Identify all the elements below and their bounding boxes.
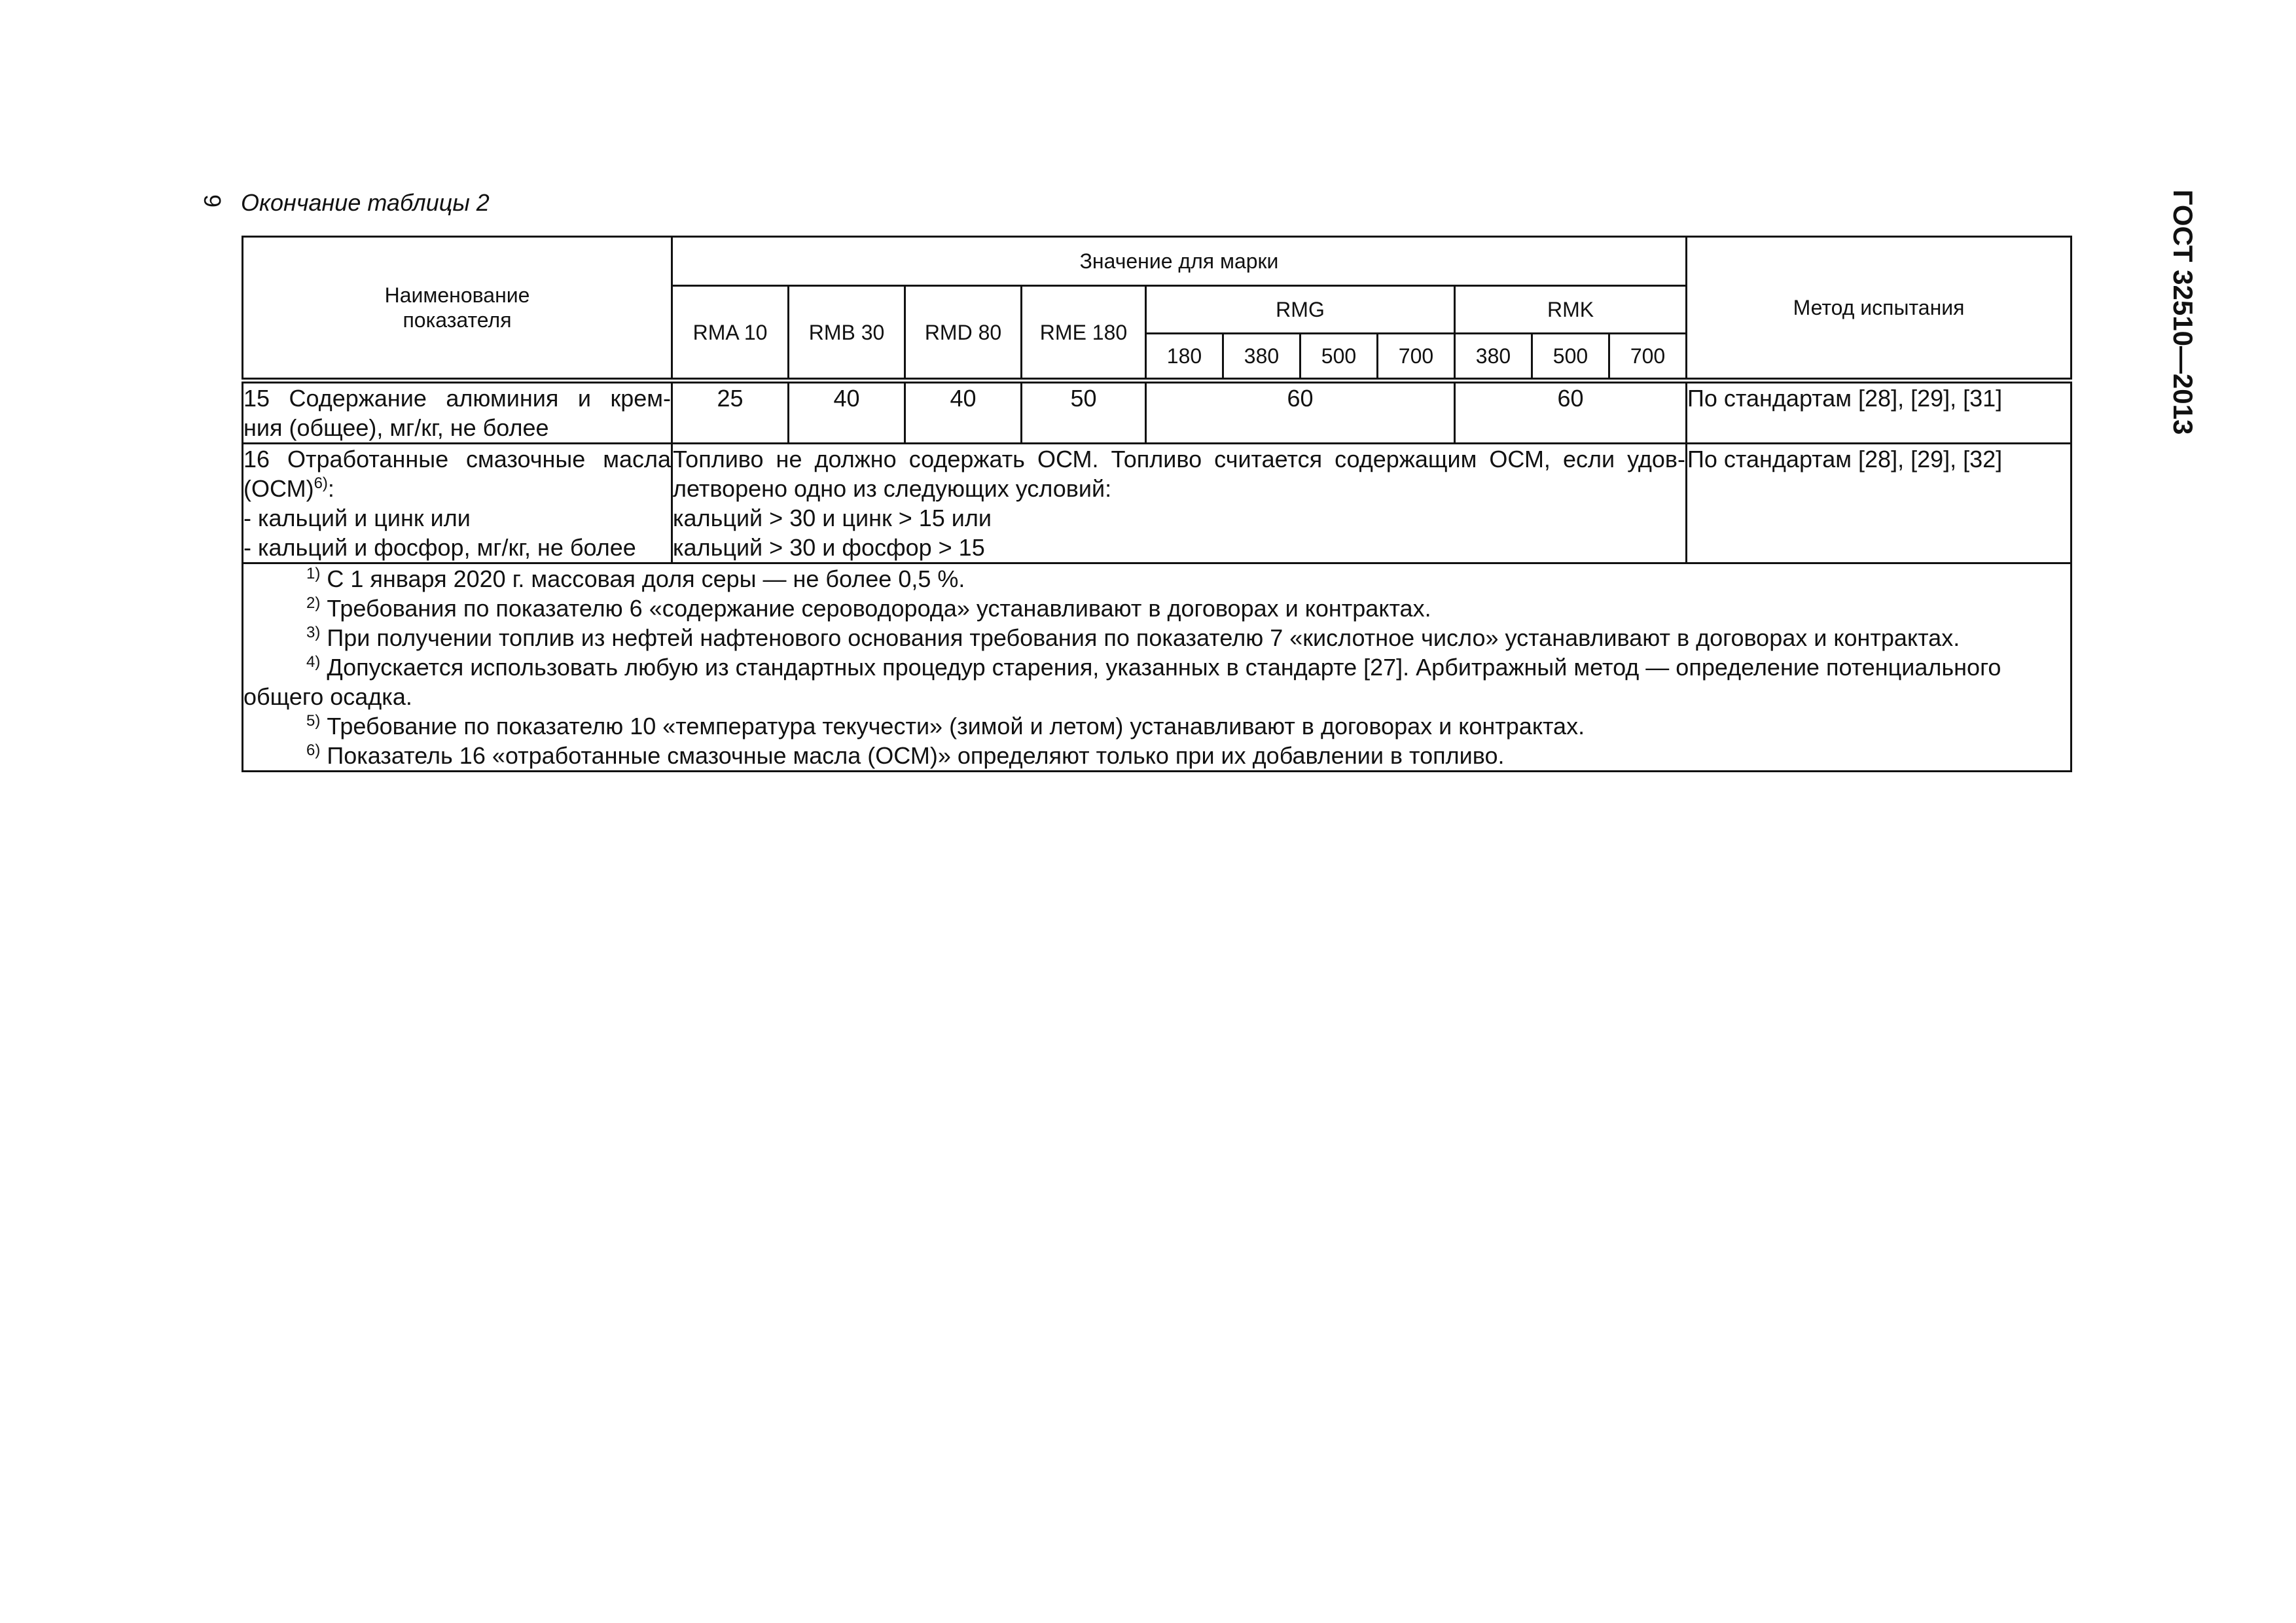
header-value-for-grade: Значение для марки [672,237,1687,286]
footnote-2 [243,594,2070,623]
row-15-name-line-2: ния (общее), мг/кг, не более [243,414,549,441]
footnote-4-text: Допускается использовать любую из стандартных процедур старения, указанных в стандарте [27]. Арбитражный метод — определение потенциального общего осадка. [243,654,2001,710]
footnote-6 [243,741,2070,770]
row-16-condition-line-4: кальций > 30 и фосфор > 15 [673,534,985,561]
header-grade-rmk: RMK [1455,286,1687,334]
footnote-6-mark: 6) [306,741,321,759]
header-rmk-500: 500 [1532,334,1609,381]
row-16-method: По стандартам [28], [29], [32] [1687,444,2072,563]
header-rmg-700: 700 [1378,334,1455,381]
row-16-footnote-ref: 6) [314,474,328,492]
row-16-condition-line-3: кальций > 30 и цинк > 15 или [673,505,992,531]
footnote-1 [243,564,2070,594]
row-16-condition [672,444,1687,563]
footnotes [243,563,2072,772]
footnote-6-text: Показатель 16 «отработанные смазочные масла (ОСМ)» определяют только при их добавлении в топливо. [320,742,1505,769]
footnote-5 [243,711,2070,741]
document-id: ГОСТ 32510—2013 [2168,189,2198,435]
footnote-3-mark: 3) [306,624,321,641]
footnote-4 [243,652,2070,711]
row-16-name-line-3: - кальций и цинк или [243,505,471,531]
row-15-rmg: 60 [1146,381,1455,444]
header-grade-rma10: RMA 10 [672,286,789,381]
footnote-2-text: Требования по показателю 6 «содержание сероводорода» устанавливают в договорах и контрактах. [320,595,1431,622]
header-rmk-380: 380 [1455,334,1532,381]
footnote-2-mark: 2) [306,594,321,612]
header-rmk-700: 700 [1609,334,1687,381]
header-rmg-380: 380 [1223,334,1300,381]
row-15-rma10: 25 [672,381,789,444]
footnote-1-mark: 1) [306,565,321,582]
spec-table [242,236,2072,772]
row-15-name-line-1: 15 Содержание алюминия и крем- [243,385,671,412]
row-16-name-line-1: 16 Отработанные смазочные масла [243,446,671,473]
header-grade-rme180: RME 180 [1022,286,1146,381]
header-method: Метод испытания [1687,237,2072,381]
row-16-condition-line-1: Топливо не должно содержать ОСМ. Топливо считается содержащим ОСМ, если удов- [673,446,1686,473]
footnote-3 [243,623,2070,652]
header-rmg-500: 500 [1300,334,1378,381]
table-row [243,444,2072,563]
row-16-name [243,444,672,563]
footnote-1-text: С 1 января 2020 г. массовая доля серы — не более 0,5 %. [320,565,965,592]
footnote-3-text: При получении топлив из нефтей нафтенового основания требования по показателю 7 «кислотное число» устанавливают в договорах и контрактах. [320,624,1960,651]
row-15-method: По стандартам [28], [29], [31] [1687,381,2072,444]
header-rmg-180: 180 [1146,334,1223,381]
page-number: 9 [199,194,226,208]
row-16-name-line-2 [243,474,671,503]
table-row [243,381,2072,444]
row-16-name-line-4: - кальций и фосфор, мг/кг, не более [243,534,636,561]
header-row-1 [243,237,2072,286]
row-15-rmk: 60 [1455,381,1687,444]
header-grade-rmd80: RMD 80 [905,286,1022,381]
row-15-rmd80: 40 [905,381,1022,444]
header-grade-rmg: RMG [1146,286,1455,334]
row-16-name-colon: : [327,475,334,502]
footnote-5-mark: 5) [306,712,321,730]
row-15-rme180: 50 [1022,381,1146,444]
row-15-name [243,381,672,444]
header-indicator: Наименование показателя [243,237,672,381]
footnote-4-mark: 4) [306,653,321,671]
row-16-condition-line-2: летворено одно из следующих условий: [673,475,1112,502]
row-15-rmb30: 40 [789,381,905,444]
header-grade-rmb30: RMB 30 [789,286,905,381]
row-16-name-osm: (ОСМ) [243,475,314,502]
footnotes-row [243,563,2072,772]
footnote-5-text: Требование по показателю 10 «температура текучести» (зимой и летом) устанавливают в договорах и контрактах. [320,713,1585,740]
table-caption: Окончание таблицы 2 [241,189,490,216]
